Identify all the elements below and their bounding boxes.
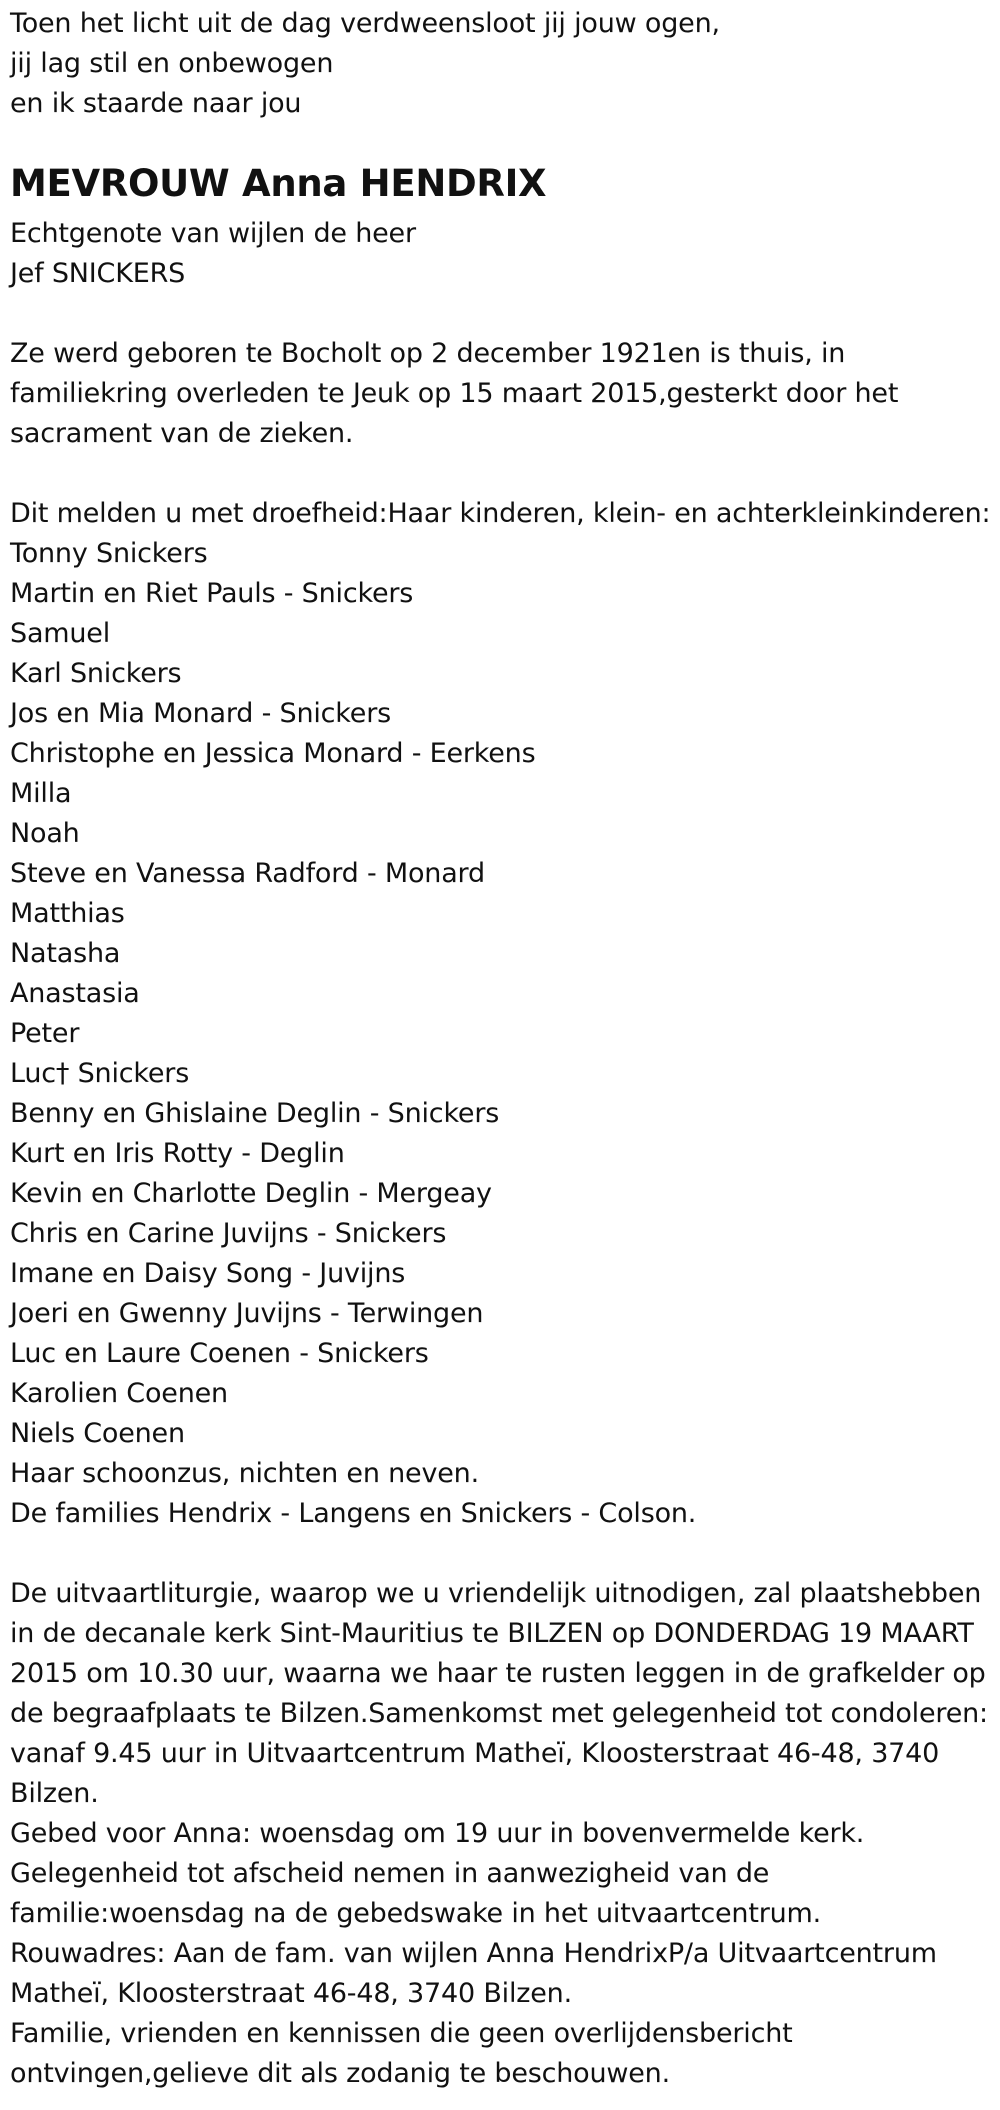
family-member: Noah	[10, 818, 80, 849]
paragraph-line: Familie, vrienden en kennissen die geen overlijdensbericht	[10, 2018, 793, 2049]
family-member: Steve en Vanessa Radford - Monard	[10, 858, 485, 889]
paragraph-line: Ze werd geboren te Bocholt op 2 december 1921en is thuis, in	[10, 338, 846, 369]
family-member: Luc† Snickers	[10, 1058, 190, 1089]
paragraph-line: de begraafplaats te Bilzen.Samenkomst met gelegenheid tot condoleren:	[10, 1698, 988, 1729]
family-list	[10, 494, 990, 1534]
family-member: Niels Coenen	[10, 1418, 185, 1449]
poem-line: jij lag stil en onbewogen	[10, 48, 334, 79]
family-member: Kurt en Iris Rotty - Deglin	[10, 1138, 345, 1169]
family-member: Jos en Mia Monard - Snickers	[10, 698, 391, 729]
family-member: Luc en Laure Coenen - Snickers	[10, 1338, 429, 1369]
family-intro: Dit melden u met droefheid:Haar kinderen, klein- en achterkleinkinderen:	[10, 498, 991, 529]
spouse-line: Jef SNICKERS	[10, 258, 186, 289]
family-member: Kevin en Charlotte Deglin - Mergeay	[10, 1178, 492, 1209]
paragraph-line: familie:woensdag na de gebedswake in het uitvaartcentrum.	[10, 1898, 822, 1929]
family-member: Benny en Ghislaine Deglin - Snickers	[10, 1098, 500, 1129]
birth-death-paragraph	[10, 334, 898, 454]
poem-verse	[10, 4, 720, 124]
paragraph-line: Gelegenheid tot afscheid nemen in aanwezigheid van de	[10, 1858, 770, 1889]
family-member: Martin en Riet Pauls - Snickers	[10, 578, 414, 609]
paragraph-line: Rouwadres: Aan de fam. van wijlen Anna HendrixP/a Uitvaartcentrum	[10, 1938, 937, 1969]
family-member: Karl Snickers	[10, 658, 182, 689]
paragraph-line: sacrament van de zieken.	[10, 418, 354, 449]
paragraph-line: Matheï, Kloosterstraat 46-48, 3740 Bilzen.	[10, 1978, 572, 2009]
family-member: Anastasia	[10, 978, 140, 1009]
paragraph-line: De uitvaartliturgie, waarop we u vriendelijk uitnodigen, zal plaatshebben	[10, 1578, 982, 1609]
family-member: Peter	[10, 1018, 80, 1049]
family-member: Milla	[10, 778, 72, 809]
family-member: Christophe en Jessica Monard - Eerkens	[10, 738, 536, 769]
poem-line: Toen het licht uit de dag verdweensloot jij jouw ogen,	[10, 8, 720, 39]
paragraph-line: Bilzen.	[10, 1778, 99, 1809]
family-member: Tonny Snickers	[10, 538, 208, 569]
family-member: Samuel	[10, 618, 111, 649]
paragraph-line: ontvingen,gelieve dit als zodanig te beschouwen.	[10, 2058, 670, 2089]
family-member: De families Hendrix - Langens en Snickers - Colson.	[10, 1498, 697, 1529]
family-member: Natasha	[10, 938, 121, 969]
paragraph-line: 2015 om 10.30 uur, waarna we haar te rusten leggen in de grafkelder op	[10, 1658, 986, 1689]
paragraph-line: in de decanale kerk Sint-Mauritius te BILZEN op DONDERDAG 19 MAART	[10, 1618, 974, 1649]
paragraph-line: vanaf 9.45 uur in Uitvaartcentrum Matheï, Kloosterstraat 46-48, 3740	[10, 1738, 940, 1769]
paragraph-line: Gebed voor Anna: woensdag om 19 uur in bovenvermelde kerk.	[10, 1818, 865, 1849]
family-member: Joeri en Gwenny Juvijns - Terwingen	[10, 1298, 484, 1329]
spouse-info	[10, 214, 416, 294]
funeral-details	[10, 1574, 988, 2094]
poem-line: en ik staarde naar jou	[10, 88, 302, 119]
family-member: Chris en Carine Juvijns - Snickers	[10, 1218, 447, 1249]
family-member: Haar schoonzus, nichten en neven.	[10, 1458, 479, 1489]
deceased-name: MEVROUW Anna HENDRIX	[10, 162, 547, 205]
family-member: Matthias	[10, 898, 125, 929]
family-member: Imane en Daisy Song - Juvijns	[10, 1258, 406, 1289]
spouse-line: Echtgenote van wijlen de heer	[10, 218, 416, 249]
paragraph-line: familiekring overleden te Jeuk op 15 maart 2015,gesterkt door het	[10, 378, 899, 409]
family-member: Karolien Coenen	[10, 1378, 228, 1409]
